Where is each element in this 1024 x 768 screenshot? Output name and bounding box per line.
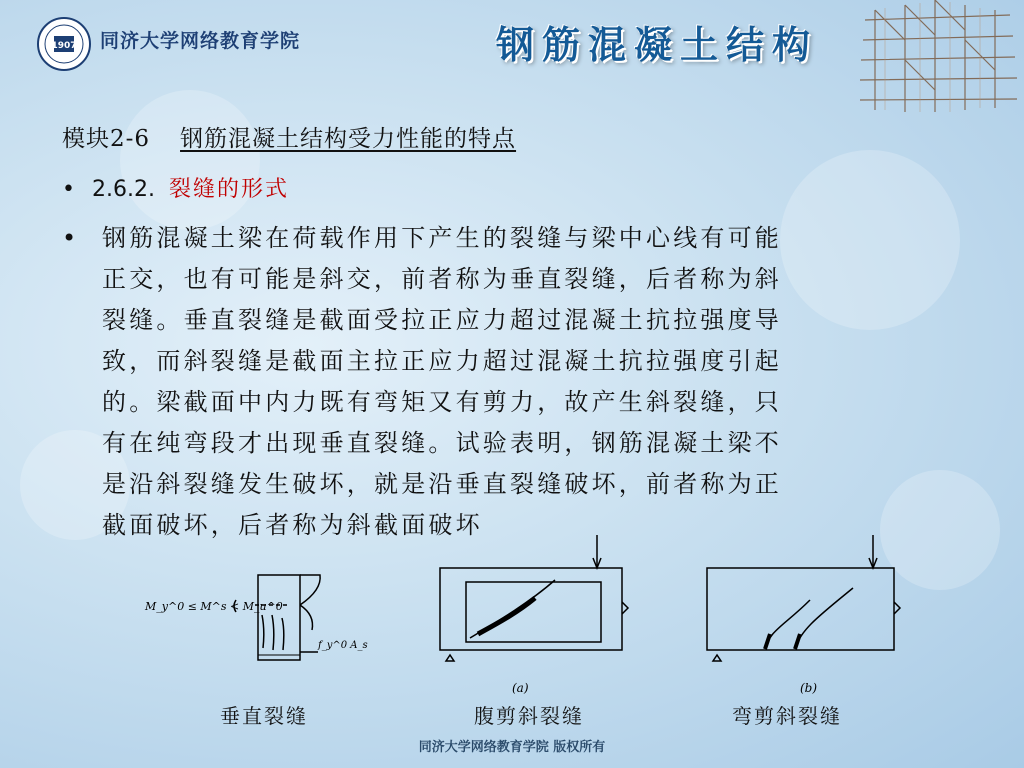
force-label: f_y^0 A_s bbox=[318, 640, 368, 651]
footer-copyright: 同济大学网络教育学院 版权所有 bbox=[418, 740, 606, 755]
building-frame-illustration bbox=[845, 0, 1024, 115]
paragraph-line: 裂缝。垂直裂缝是截面受拉正应力超过混凝土抗拉强度导 bbox=[102, 306, 782, 334]
university-seal-logo bbox=[36, 16, 92, 72]
slide-header bbox=[0, 0, 1024, 90]
module-title: 钢筋混凝土结构受力性能的特点 bbox=[180, 126, 517, 152]
section-bullet bbox=[62, 172, 289, 203]
section-title: 裂缝的形式 bbox=[168, 177, 289, 202]
module-label: 模块2-6 bbox=[62, 126, 151, 152]
caption-flexure-shear-crack: 弯剪斜裂缝 bbox=[732, 704, 842, 728]
bullet-dot: • bbox=[62, 177, 75, 202]
course-title-banner: 钢筋混凝土结构 bbox=[496, 23, 819, 67]
web-shear-crack-diagram bbox=[440, 535, 628, 695]
section-number: 2.6.2. bbox=[92, 177, 155, 202]
vertical-crack-diagram bbox=[144, 575, 368, 660]
crack-diagrams bbox=[0, 530, 1024, 700]
label-a: (a) bbox=[512, 681, 529, 695]
svg-text:1907: 1907 bbox=[51, 41, 77, 51]
label-b: (b) bbox=[800, 681, 818, 695]
bullet-dot: • bbox=[62, 224, 80, 252]
caption-web-shear-crack: 腹剪斜裂缝 bbox=[474, 704, 584, 728]
paragraph-line: 有在纯弯段才出现垂直裂缝。试验表明，钢筋混凝土梁不 bbox=[102, 429, 782, 457]
paragraph-line: 的。梁截面中内力既有弯矩又有剪力，故产生斜裂缝，只 bbox=[102, 388, 782, 416]
school-name: 同济大学网络教育学院 bbox=[100, 30, 301, 52]
caption-vertical-crack: 垂直裂缝 bbox=[220, 704, 308, 728]
bokeh-circle bbox=[120, 90, 260, 230]
module-heading bbox=[62, 120, 516, 153]
paragraph-line: 截面破坏，后者称为斜截面破坏 bbox=[102, 511, 483, 539]
flexure-shear-crack-diagram bbox=[707, 535, 900, 695]
paragraph-line: 是沿斜裂缝发生破坏，就是沿垂直裂缝破坏，前者称为正 bbox=[102, 470, 782, 498]
paragraph-line: 正交，也有可能是斜交，前者称为垂直裂缝，后者称为斜 bbox=[102, 265, 782, 293]
paragraph-line: 钢筋混凝土梁在荷载作用下产生的裂缝与梁中心线有可能 bbox=[102, 224, 782, 252]
body-paragraph bbox=[62, 218, 962, 546]
moment-formula: M_y^0 ≤ M^s < M_u^0 bbox=[145, 600, 283, 613]
paragraph-line: 致，而斜裂缝是截面主拉正应力超过混凝土抗拉强度引起 bbox=[102, 347, 782, 375]
